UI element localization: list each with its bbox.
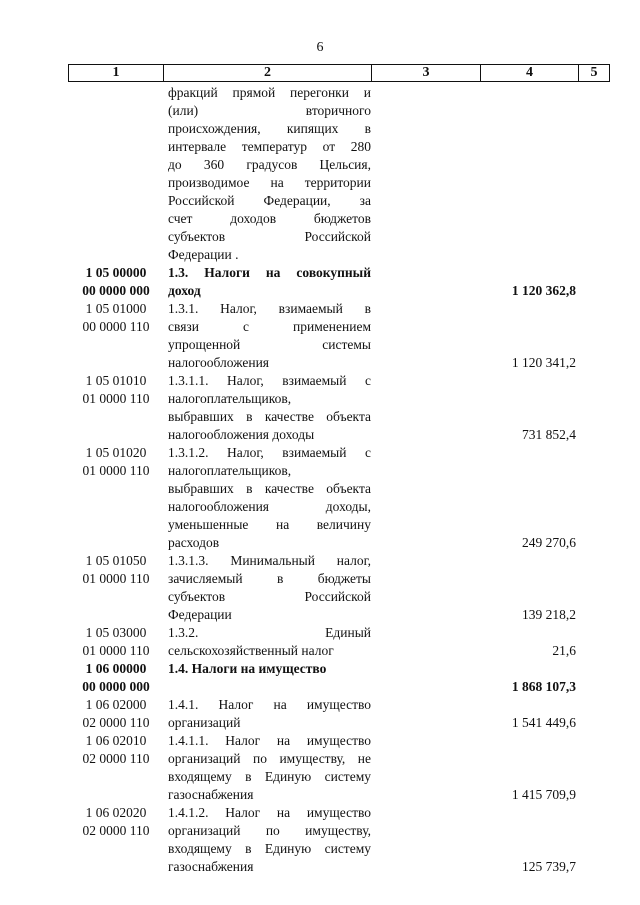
- amount: [479, 624, 576, 660]
- income-name-line: Российской Федерации, за: [168, 193, 371, 208]
- income-name: [168, 696, 371, 732]
- column-3-cell: [371, 84, 479, 264]
- budget-code: 1 05 01000 00 0000 110: [82, 301, 150, 334]
- column-5-cell: [576, 804, 608, 876]
- table-row: [68, 660, 608, 696]
- column-header-1: 1: [69, 65, 164, 82]
- income-name-line: налогообложения доходы: [168, 427, 315, 442]
- table-row: [68, 696, 608, 732]
- budget-code: 1 05 01010 01 0000 110: [82, 373, 150, 406]
- income-name-line: (или) вторичного: [168, 103, 371, 118]
- income-name-line: налогообложения доходы,: [168, 499, 371, 514]
- amount-value: 1 415 709,9: [511, 787, 576, 802]
- table-body: [68, 84, 608, 876]
- table-row: [68, 624, 608, 660]
- column-header-4: 4: [481, 65, 579, 82]
- amount: [479, 444, 576, 552]
- budget-code: 1 06 02020 02 0000 110: [82, 805, 150, 838]
- amount-value: 21,6: [552, 643, 576, 658]
- column-3-cell: [371, 624, 479, 660]
- income-name: [168, 660, 371, 696]
- table-row: [68, 732, 608, 804]
- amount: [479, 300, 576, 372]
- income-name: [168, 624, 371, 660]
- budget-code: 1 05 03000 01 0000 110: [82, 625, 150, 658]
- table-row: [68, 300, 608, 372]
- income-name-line: 1.3.1. Налог, взимаемый в: [168, 301, 371, 316]
- income-name-line: организаций по имуществу, не: [168, 751, 371, 766]
- column-3-cell: [371, 264, 479, 300]
- income-name-line: фракций прямой перегонки и: [168, 85, 371, 100]
- amount: [479, 696, 576, 732]
- column-5-cell: [576, 264, 608, 300]
- column-header-2: 2: [164, 65, 372, 82]
- income-name-line: производимое на территории: [168, 175, 371, 190]
- amount: [479, 264, 576, 300]
- income-name-line: налогообложения: [168, 355, 270, 370]
- income-name: [168, 444, 371, 552]
- amount-value: 1 868 107,3: [511, 679, 576, 694]
- income-name-line: зачисляемый в бюджеты: [168, 571, 371, 586]
- column-3-cell: [371, 804, 479, 876]
- income-name-line: 1.3.1.3. Минимальный налог,: [168, 553, 371, 568]
- column-5-cell: [576, 660, 608, 696]
- amount: [479, 372, 576, 444]
- income-name-line: 1.4.1.1. Налог на имущество: [168, 733, 371, 748]
- column-5-cell: [576, 732, 608, 804]
- income-name-line: интервале температур от 280: [168, 139, 371, 154]
- amount: [479, 660, 576, 696]
- budget-code: 1 05 00000 00 0000 000: [82, 265, 150, 298]
- amount-value: 249 270,6: [522, 535, 576, 550]
- income-name: [168, 552, 371, 624]
- income-name-line: организаций по имуществу,: [168, 823, 371, 838]
- column-3-cell: [371, 300, 479, 372]
- amount-value: 1 120 362,8: [511, 283, 576, 298]
- income-name-line: 1.3.1.1. Налог, взимаемый с: [168, 373, 371, 388]
- budget-code: 1 06 00000 00 0000 000: [82, 661, 150, 694]
- income-name: [168, 84, 371, 264]
- income-name-line: 1.3. Налоги на совокупный: [168, 265, 371, 280]
- table-header: [68, 64, 610, 82]
- table-row: [68, 552, 608, 624]
- table-row: [68, 264, 608, 300]
- income-name-line: газоснабжения: [168, 859, 254, 874]
- income-name-line: 1.4.1. Налог на имущество: [168, 697, 371, 712]
- income-name-line: субъектов Российской: [168, 229, 371, 244]
- amount-value: 731 852,4: [522, 427, 576, 442]
- income-name-line: Федерации: [168, 607, 232, 622]
- column-5-cell: [576, 84, 608, 264]
- amount-value: 1 120 341,2: [511, 355, 576, 370]
- column-3-cell: [371, 732, 479, 804]
- table-row: [68, 444, 608, 552]
- amount-value: 125 739,7: [522, 859, 576, 874]
- column-5-cell: [576, 372, 608, 444]
- income-name-line: Федерации .: [168, 247, 239, 262]
- income-name-line: счет доходов бюджетов: [168, 211, 371, 226]
- income-name-line: доход: [168, 283, 201, 298]
- income-name-line: газоснабжения: [168, 787, 254, 802]
- income-name-line: до 360 градусов Цельсия,: [168, 157, 371, 172]
- income-name-line: расходов: [168, 535, 220, 550]
- income-name-line: упрощенной системы: [168, 337, 371, 352]
- income-name-line: связи с применением: [168, 319, 371, 334]
- income-name-line: организаций: [168, 715, 241, 730]
- income-name-line: налогоплательщиков,: [168, 391, 292, 406]
- amount: [479, 84, 576, 264]
- table-row: [68, 804, 608, 876]
- amount-value: 139 218,2: [522, 607, 576, 622]
- budget-code: 1 06 02000 02 0000 110: [82, 697, 150, 730]
- column-3-cell: [371, 372, 479, 444]
- amount: [479, 804, 576, 876]
- column-5-cell: [576, 444, 608, 552]
- budget-code: 1 05 01050 01 0000 110: [82, 553, 150, 586]
- income-name-line: 1.3.2. Единый: [168, 625, 371, 640]
- income-name-line: входящему в Единую систему: [168, 769, 371, 784]
- column-5-cell: [576, 624, 608, 660]
- income-name-line: налогоплательщиков,: [168, 463, 292, 478]
- budget-code: 1 06 02010 02 0000 110: [82, 733, 150, 766]
- amount: [479, 552, 576, 624]
- income-name-line: 1.4.1.2. Налог на имущество: [168, 805, 371, 820]
- column-5-cell: [576, 300, 608, 372]
- income-name: [168, 732, 371, 804]
- column-5-cell: [576, 552, 608, 624]
- income-name-line: 1.3.1.2. Налог, взимаемый с: [168, 445, 371, 460]
- income-name: [168, 300, 371, 372]
- budget-code: [68, 84, 164, 264]
- income-name-line: выбравших в качестве объекта: [168, 481, 371, 496]
- column-3-cell: [371, 444, 479, 552]
- income-name: [168, 372, 371, 444]
- income-name-line: происхождения, кипящих в: [168, 121, 371, 136]
- amount-value: 1 541 449,6: [511, 715, 576, 730]
- column-header-3: 3: [372, 65, 481, 82]
- income-name-line: сельскохозяйственный налог: [168, 643, 334, 658]
- column-3-cell: [371, 660, 479, 696]
- income-name: [168, 804, 371, 876]
- income-name: [168, 264, 371, 300]
- income-name-line: выбравших в качестве объекта: [168, 409, 371, 424]
- budget-code: 1 05 01020 01 0000 110: [82, 445, 150, 478]
- income-name-line: 1.4. Налоги на имущество: [168, 661, 327, 676]
- income-name-line: уменьшенные на величину: [168, 517, 371, 532]
- column-header-5: 5: [579, 65, 610, 82]
- income-name-line: входящему в Единую систему: [168, 841, 371, 856]
- table-row: [68, 372, 608, 444]
- column-5-cell: [576, 696, 608, 732]
- column-3-cell: [371, 696, 479, 732]
- amount: [479, 732, 576, 804]
- page-number: 6: [316, 40, 324, 55]
- income-name-line: субъектов Российской: [168, 589, 371, 604]
- table-row: [68, 84, 608, 264]
- column-3-cell: [371, 552, 479, 624]
